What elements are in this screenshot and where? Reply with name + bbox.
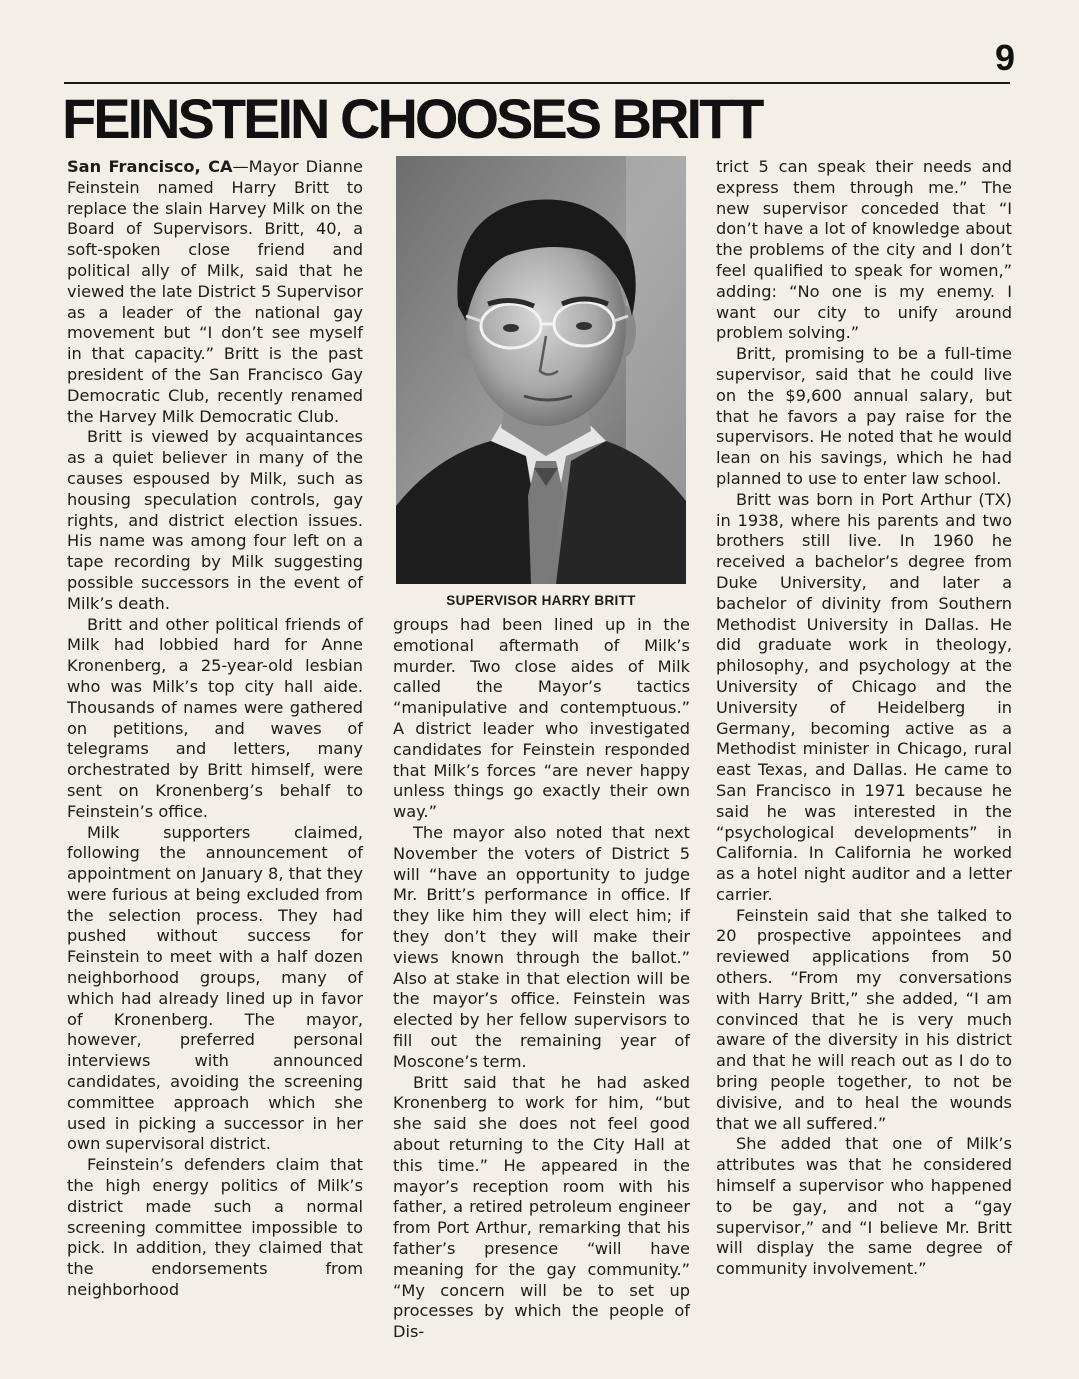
article-column-1	[67, 157, 363, 1301]
paragraph: Britt and other political friends of Milk had lobbied hard for Anne Kronenberg, a 25-year-old lesbian who was Milk’s top city hall aide. Thousands of names were gathered on petitions, and waves of telegrams and letters, many orchestrated by Britt himself, were sent on Kronenberg’s behalf to Feinstein’s office.	[67, 614, 363, 821]
paragraph-text: —Mayor Dianne Feinstein named Harry Britt to replace the slain Harvey Milk on the Board of Supervisors. Britt, 40, a soft-spoken close friend and political ally of Milk, said that he viewed the late District 5 Supervisor as a leader of the national gay movement but “I don’t see myself in that capacity.” Britt is the past president of the San Francisco Gay Democratic Club, recently renamed the Harvey Milk Democratic Club.	[67, 157, 363, 426]
paragraph: She added that one of Milk’s attributes was that he considered himself a supervisor who happened to be gay, and not a “gay supervisor,” and “I believe Mr. Britt will display the same degree of community involvement.”	[716, 1134, 1012, 1279]
header-rule	[64, 82, 1010, 84]
photo-caption: SUPERVISOR HARRY BRITT	[446, 593, 636, 608]
paragraph: Britt, promising to be a full-time supervisor, said that he could live on the $9,600 annual salary, but that he favors a pay raise for the supervisors. He noted that he would lean on his savings, which he had planned to use to enter law school.	[716, 344, 1012, 488]
paragraph: groups had been lined up in the emotional aftermath of Milk’s murder. Two close aides of Milk called the Mayor’s tactics “manipulative and contemptuous.” A district leader who investigated candidates for Feinstein responded that Milk’s forces “are never happy unless things go exactly their own way.”	[393, 615, 690, 822]
paragraph: trict 5 can speak their needs and express them through me.” The new supervisor conceded that “I don’t have a lot of knowledge about the problems of the city and I don’t feel qualified to speak for women,” adding: “No one is my enemy. I want our city to unify around problem solving.”	[716, 157, 1012, 343]
paragraph: Milk supporters claimed, following the announcement of appointment on January 8, that they were furious at being excluded from the selection process. They had pushed without success for Feinstein to meet with a half dozen neighborhood groups, many of which had already lined up in favor of Kronenberg. The mayor, however, preferred personal interviews with announced candidates, avoiding the screening committee approach which she used in picking a successor in her own supervisoral district.	[67, 822, 363, 1154]
portrait-photo	[396, 156, 686, 584]
headline: FEINSTEIN CHOOSES BRITT	[62, 87, 762, 150]
page-number: 9	[994, 37, 1015, 78]
paragraph: Britt said that he had asked Kronenberg to work for him, “but she said she does not feel good about returning to the City Hall at this time.” He appeared in the mayor’s reception room with his father, a retired petroleum engineer from Port Arthur, remarking that his father’s presence “will have meaning for the gay community.” “My concern will be to set up processes by which the people of Dis-	[393, 1072, 690, 1342]
paragraph: Feinstein said that she talked to 20 prospective appointees and reviewed applications from 50 others. “From my conversations with Harry Britt,” she added, “I am convinced that he is very much aware of the diversity in his district and that he will reach out as I do to bring people together, to not be divisive, and to heal the wounds that we all suffered.”	[716, 905, 1012, 1133]
dateline: San Francisco, CA	[67, 157, 233, 176]
paragraph	[67, 157, 363, 427]
paragraph: Britt was born in Port Arthur (TX) in 1938, where his parents and two brothers still live. In 1960 he received a bachelor’s degree from Duke University, and later a bachelor of divinity from Southern Methodist University in Dallas. He did graduate work in theology, philosophy, and psychology at the University of Chicago and the University of Heidelberg in Germany, becoming active as a Methodist minister in Chicago, rural east Texas, and Dallas. He came to San Francisco in 1971 because he said he was interested in the “psychological developments” in California. In California he worked as a hotel night auditor and a letter carrier.	[716, 489, 1012, 904]
portrait-illustration	[396, 156, 686, 584]
article-column-3	[716, 157, 1012, 1280]
paragraph: Feinstein’s defenders claim that the high energy politics of Milk’s district made such a normal screening committee impossible to pick. In addition, they claimed that the endorsements from neighborhood	[67, 1155, 363, 1300]
article-column-2	[393, 615, 690, 1343]
paragraph: Britt is viewed by acquaintances as a quiet believer in many of the causes espoused by Milk, such as housing speculation controls, gay rights, and district election issues. His name was among four left on a tape recording by Milk suggesting possible successors in the event of Milk’s death.	[67, 427, 363, 613]
paragraph: The mayor also noted that next November the voters of District 5 will “have an opportunity to judge Mr. Britt’s performance in office. If they like him they will elect him; if they don’t they will make their views known through the ballot.” Also at stake in that election will be the mayor’s office. Feinstein was elected by her fellow supervisors to fill out the remaining year of Moscone’s term.	[393, 822, 690, 1071]
